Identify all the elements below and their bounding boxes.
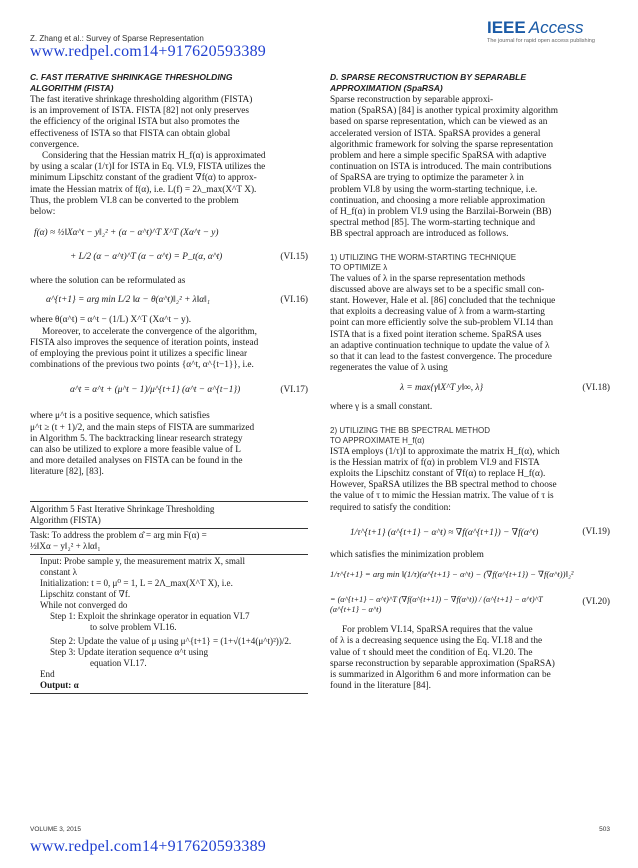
text-line: While not converged do <box>40 599 128 610</box>
text-line: ISTA employs (1/τ)I to approximate the matrix H_f(α), which <box>330 446 560 457</box>
equation-vi16 <box>30 289 308 315</box>
algorithm-5-box <box>30 501 308 694</box>
equation-number: (VI.15) <box>280 252 308 263</box>
equation-line: + L/2 (α − α^t)^T (α − α^t) = P_t(α, α^t) <box>70 252 223 263</box>
text-line: Input: Probe sample y, the measurement matrix X, small <box>40 555 245 566</box>
text-line: Step 1: Exploit the shrinkage operator in equation VI.7 <box>50 610 250 621</box>
text-line: sparse reconstruction by separable approximation (SpaRSA) <box>330 658 555 669</box>
fista-hessian-paragraph <box>30 151 308 218</box>
text-line: mation (SpaRSA) [84] is another typical proximity algorithm <box>330 106 558 117</box>
journal-logo <box>487 18 612 44</box>
right-column <box>330 72 610 692</box>
text-line: to solve problem VI.16. <box>90 621 177 632</box>
section-title-line: APPROXIMATION (SpaRSA) <box>330 83 443 93</box>
text-line: Step 3: Update iteration sequence α^t using <box>50 646 209 657</box>
equation-line: α^{t+1} = arg min L/2 ‖α − θ(α^t)‖₂² + λ‖α‖₁ <box>46 295 211 306</box>
text-line: Lipschitz constant of ∇f. <box>40 588 131 599</box>
footer-volume: VOLUME 3, 2015 <box>30 826 81 833</box>
equation-line: λ = max{γ‖X^T y‖∞, λ} <box>400 383 484 394</box>
text-line: equation VI.17. <box>90 657 147 668</box>
subsection-worm-starting <box>330 253 610 274</box>
text-line: point can more efficiently solve the sub-problem VI.14 than <box>330 318 553 329</box>
text-line: imate the Hessian matrix of f(α), i.e. L(f) = 2λ_max(X^T X). <box>30 184 257 195</box>
text-line: continuation, and choosing a more reliable approximation <box>330 195 546 206</box>
equation-line: 1/τ^{t+1} = arg min ‖(1/τ)(α^{t+1} − α^t) − (∇f(α^{t+1}) − ∇f(α^t))‖₂² <box>330 569 574 580</box>
text-line: ½‖Xα − y‖₂² + λ‖α‖₁ <box>30 540 101 551</box>
text-line: of employing the previous point it utilizes a specific linear <box>30 349 248 360</box>
equation-number: (VI.16) <box>280 295 308 306</box>
text-line: is the Hessian matrix of f(α) in problem VI.9 and FISTA <box>330 457 540 468</box>
sparsa-intro-paragraph <box>330 95 610 241</box>
text-line: Algorithm 5 Fast Iterative Shrinkage Thresholding <box>30 503 215 514</box>
text-line: accelerated version of ISTA. SpaRSA provides a general <box>330 128 541 139</box>
text-line: Thus, the problem VI.8 can be converted to the problem <box>30 195 239 206</box>
text-line: The values of λ in the sparse representation methods <box>330 273 526 284</box>
where-solution-text: where the solution can be reformulated as <box>30 276 186 287</box>
text-line: problem VI.8 by using the worm-starting technique, i.e. <box>330 184 538 195</box>
section-title-sparsa <box>330 72 610 94</box>
text-line: below: <box>30 207 56 218</box>
equation-number: (VI.19) <box>582 526 610 537</box>
text-line: spectral method [85]. The worm-starting technique and <box>330 218 536 229</box>
where-theta-text: where θ(α^t) = α^t − (1/L) X^T (Xα^t − y). <box>30 315 192 326</box>
section-title-fista <box>30 72 308 94</box>
equation-line: 1/τ^{t+1} (α^{t+1} − α^t) ≈ ∇f(α^{t+1}) − ∇f(α^t) <box>350 527 539 538</box>
text-line: For problem VI.14, SpaRSA requires that the value <box>342 625 533 636</box>
subsection-title-line: 1) UTILIZING THE WORM-STARTING TECHNIQUE <box>330 252 517 262</box>
text-line: is an improvement of ISTA. FISTA [82] not only preserves <box>30 106 250 117</box>
fista-acceleration-paragraph <box>30 327 308 372</box>
text-line: that exploits a decreasing value of λ from a warm-starting <box>330 307 545 318</box>
section-title-line: D. SPARSE RECONSTRUCTION BY SEPARABLE <box>330 72 526 82</box>
algorithm-task <box>30 529 308 555</box>
bb-spectral-paragraph <box>330 447 610 514</box>
text-line: an adaptive continuation technique to update the value of λ <box>330 340 550 351</box>
text-line: of H_f(α) in problem VI.9 using the Barzilai-Borwein (BB) <box>330 207 552 218</box>
equation-vi18 <box>330 376 610 402</box>
text-line: is summarized in Algorithm 6 and more information can be <box>330 669 551 680</box>
section-title-line: ALGORITHM (FISTA) <box>30 83 114 93</box>
text-line: of λ is a decreasing sequence using the Eq. VI.18 and the <box>330 636 543 647</box>
subsection-title-line: TO OPTIMIZE λ <box>330 263 388 273</box>
text-line: effectiveness of ISTA so that FISTA can obtain global <box>30 128 231 139</box>
text-line: literature [82], [83]. <box>30 467 104 478</box>
section-title-line: C. FAST ITERATIVE SHRINKAGE THRESHOLDING <box>30 72 233 82</box>
left-column <box>30 72 308 694</box>
text-line: can also be utilized to explore a more feasible value of L <box>30 445 241 456</box>
equation-vi17 <box>30 373 308 411</box>
text-line: value of τ should meet the condition of Eq. VI.20. The <box>330 647 533 658</box>
text-line: algorithmic framework for solving the sparse representation <box>330 139 554 150</box>
text-line: in Algorithm 5. The backtracking linear research strategy <box>30 433 243 444</box>
text-line: However, SpaRSA utilizes the BB spectral method to choose <box>330 480 557 491</box>
text-line: Task: To address the problem α̂ = arg min F(α) = <box>30 529 207 540</box>
subsection-bb-spectral <box>330 426 610 447</box>
text-line: regenerates the value of λ using <box>330 363 448 374</box>
text-line: Algorithm (FISTA) <box>30 514 101 525</box>
logo-tagline: The journal for rapid open access publishing <box>487 38 595 44</box>
equation-line: f(α) ≈ ½‖Xα^t − y‖₂² + (α − α^t)^T X^T (Xα^t − y) <box>34 228 219 239</box>
logo-access: Access <box>528 18 584 37</box>
fista-mu-paragraph <box>30 411 308 478</box>
text-line: Initialization: t = 0, μ⁰ = 1, L = 2Λ_max(X^T X), i.e. <box>40 577 233 588</box>
equation-number: (VI.17) <box>280 385 308 396</box>
equation-number: (VI.18) <box>582 383 610 394</box>
text-line: the value of τ to mimic the Hessian matrix. The value of τ is <box>330 491 554 502</box>
text-line: Sparse reconstruction by separable approxi- <box>330 95 494 105</box>
text-line: constant λ <box>40 566 77 577</box>
text-line: required to satisfy the condition: <box>330 502 451 513</box>
where-gamma-text: where γ is a small constant. <box>330 402 433 413</box>
watermark-top: www.redpel.com14+917620593389 <box>30 43 266 60</box>
sparsa-summary-paragraph <box>330 625 610 692</box>
text-line: so that it can lead to the fastest convergence. The procedure <box>330 352 552 363</box>
text-line: and more detailed analyses on FISTA can be found in the <box>30 456 243 467</box>
footer-page-number: 503 <box>599 826 610 833</box>
which-satisfies-text: which satisfies the minimization problem <box>330 549 484 560</box>
text-line: combinations of the previous two points {α^t, α^{t−1}}, i.e. <box>30 360 254 371</box>
text-line: based on sparse representation, which can be viewed as an <box>330 117 548 128</box>
subsection-title-line: TO APPROXIMATE H_f(α) <box>330 436 425 446</box>
text-line: by using a scalar (1/τ)I for ISTA in Eq. VI.9, FISTA utilizes the <box>30 162 266 173</box>
equation-vi15 <box>30 222 308 274</box>
text-line: where μ^t is a positive sequence, which satisfies <box>30 411 210 422</box>
text-line: minimum Lipschitz constant of the gradient ∇f(α) to approx- <box>30 173 257 184</box>
text-line: Step 2: Update the value of μ using μ^{t+1} = (1+√(1+4(μ^t)²))/2. <box>50 635 292 646</box>
text-line: Considering that the Hessian matrix H_f(α) is approximated <box>42 151 266 162</box>
text-line: The fast iterative shrinkage thresholding algorithm (FISTA) <box>30 95 253 105</box>
text-line: FISTA also improves the sequence of iteration points, instead <box>30 337 259 348</box>
text-line: of SpaRSA are trying to optimize the parameter λ in <box>330 173 524 184</box>
algorithm-body <box>30 555 308 691</box>
algorithm-title <box>30 504 308 529</box>
text-line: Output: α <box>40 679 79 690</box>
equation-number: (VI.20) <box>582 597 610 608</box>
fista-intro-paragraph <box>30 95 308 151</box>
text-line: ISTA that is a fixed point iteration scheme. SpaRSA uses <box>330 329 542 340</box>
running-title: Z. Zhang et al.: Survey of Sparse Representation <box>30 34 204 43</box>
text-line: End <box>40 668 55 679</box>
text-line: μ^t ≥ (t + 1)/2, and the main steps of FISTA are summarized <box>30 422 255 433</box>
text-line: found in the literature [84]. <box>330 681 431 692</box>
watermark-bottom: www.redpel.com14+917620593389 <box>30 838 266 855</box>
equation-line: α^t = α^t + (μ^t − 1)/μ^{t+1} (α^t − α^{t−1}) <box>70 385 241 396</box>
text-line: discussed above are always set to be a specific small con- <box>330 284 545 295</box>
text-line: convergence. <box>30 139 80 150</box>
text-line: continuation on ISTA is introduced. The main contributions <box>330 162 552 173</box>
text-line: BB spectral approach are introduced as follows. <box>330 229 509 240</box>
text-line: Moreover, to accelerate the convergence of the algorithm, <box>42 326 257 337</box>
text-line: problem and here a simple specific SpaRSA with adaptive <box>330 151 547 162</box>
logo-brand: IEEE <box>487 18 526 37</box>
subsection-title-line: 2) UTILIZING THE BB SPECTRAL METHOD <box>330 425 491 435</box>
equation-vi20 <box>330 563 610 623</box>
equation-vi19 <box>330 516 610 550</box>
text-line: exploits the Lipschitz constant of ∇f(α) to replace H_f(α). <box>330 469 546 480</box>
text-line: stant. However, Hale et al. [86] concluded that the technique <box>330 296 556 307</box>
text-line: the efficiency of the original ISTA but also promotes the <box>30 117 240 128</box>
equation-line: = (α^{t+1} − α^t)^T (∇f(α^{t+1}) − ∇f(α^t)) / (α^{t+1} − α^t)^T (α^{t+1} − α^t) <box>330 595 543 615</box>
worm-starting-paragraph <box>330 274 610 375</box>
